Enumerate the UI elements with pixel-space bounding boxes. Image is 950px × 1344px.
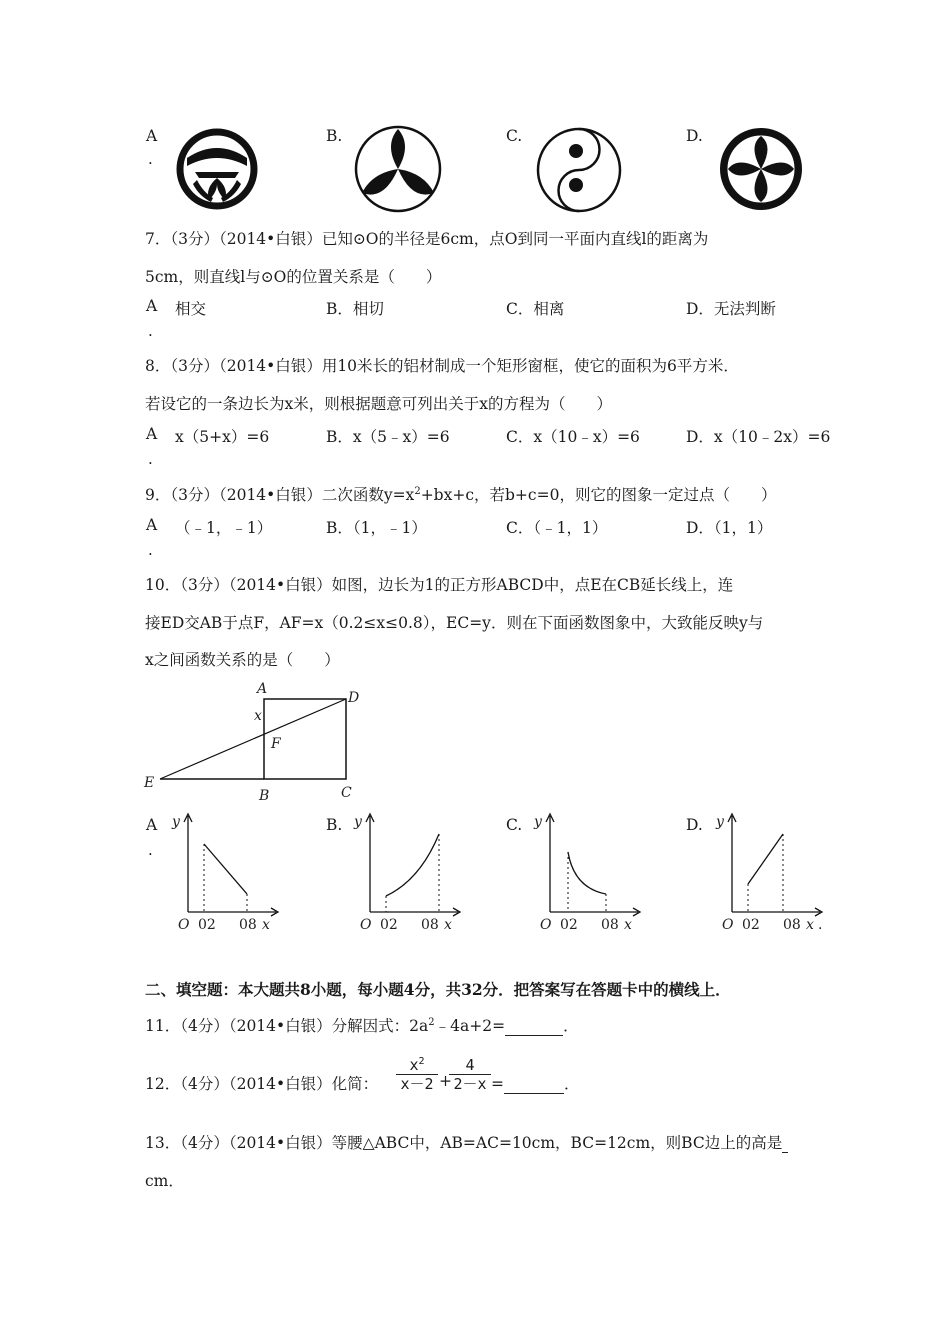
q9-option-a-dot: . [148, 541, 153, 559]
q10-square-figure [140, 676, 370, 806]
fig-label-d: D [348, 690, 360, 706]
svg-text:O: O [360, 917, 372, 933]
q12-answer-blank[interactable] [504, 1075, 564, 1094]
svg-text:y: y [172, 814, 180, 830]
svg-text:O: O [722, 917, 734, 933]
q6-option-b-label: B. [326, 127, 343, 145]
q11-answer-blank[interactable] [505, 1017, 563, 1036]
q13-answer-blank[interactable] [782, 1134, 788, 1153]
option-d-logo-image [718, 126, 804, 212]
q7-stem-line1: 7．（3分）（2014•白银）已知⊙O的半径是6cm，点O到同一平面内直线l的距离为 [145, 230, 709, 248]
q9-option-a-text: （﹣1，﹣1） [175, 519, 273, 537]
q9-stem: 9．（3分）（2014•白银）二次函数$y=x^2+bx+c$，若b+c=0，则它的图象一定过点（ ） [145, 485, 777, 504]
q7-option-a-dot: . [148, 322, 153, 340]
svg-text:02: 02 [380, 917, 398, 933]
option-b-logo-image [354, 125, 442, 213]
q8-option-d: D．x（10﹣2x）=6 [686, 428, 831, 446]
q10-graph-c [530, 808, 648, 936]
q10-option-d-label: D. [686, 816, 703, 834]
fig-label-x: x [254, 708, 262, 724]
q12-fraction-1: $x^2$ x－2 [396, 1056, 438, 1093]
svg-text:O: O [178, 917, 190, 933]
fig-label-b: B [259, 788, 270, 804]
q8-option-c: C．x（10﹣x）=6 [506, 428, 640, 446]
q9-option-b: B．（1，﹣1） [326, 519, 427, 537]
q7-option-b: B．相切 [326, 300, 384, 318]
option-a-logo-image [175, 128, 259, 210]
q12-fraction-2: 4 2－x [449, 1056, 491, 1093]
svg-text:x: x [806, 917, 814, 933]
q8-option-a-dot: . [148, 450, 153, 468]
q8-option-a-text: x（5+x）=6 [175, 428, 270, 446]
q10-option-c-label: C. [506, 816, 523, 834]
q10-graph-a [168, 808, 286, 936]
svg-text:x: x [624, 917, 632, 933]
svg-text:08: 08 [783, 917, 801, 933]
q7-option-a-label: A [146, 297, 158, 315]
q10-option-b-label: B. [326, 816, 343, 834]
q8-option-a-label: A [146, 425, 158, 443]
svg-text:08: 08 [421, 917, 439, 933]
q7-stem-line2: 5cm，则直线l与⊙O的位置关系是（ ） [145, 268, 442, 286]
q10-option-a-dot: . [148, 841, 153, 859]
svg-text:02: 02 [560, 917, 578, 933]
q12-prefix: 12．（4分）（2014•白银）化简： [145, 1075, 379, 1093]
q10-graph-d [712, 808, 830, 936]
fig-label-e: E [144, 775, 155, 791]
svg-text:08: 08 [239, 917, 257, 933]
q6-option-c-label: C. [506, 127, 523, 145]
q9-option-d: D．（1，1） [686, 519, 773, 537]
svg-text:y: y [534, 814, 542, 830]
q11-stem: 11．（4分）（2014•白银）分解因式：$2a^2﹣4a+2=$ ． [145, 1016, 579, 1035]
q10-stem-line3: x之间函数关系的是（ ） [145, 651, 340, 669]
q10-option-a-label: A [146, 816, 158, 834]
q7-option-a-text: 相交 [175, 300, 207, 318]
q10-graph-b [350, 808, 468, 936]
q8-stem-line1: 8．（3分）（2014•白银）用10米长的铝材制成一个矩形窗框，使它的面积为6平方米． [145, 357, 739, 375]
q7-option-c: C．相离 [506, 300, 565, 318]
fig-label-c: C [341, 785, 352, 801]
q10-stem-line1: 10．（3分）（2014•白银）如图，边长为1的正方形ABCD中，点E在CB延长线上，连 [145, 576, 734, 594]
q12-plus: + [439, 1072, 452, 1090]
q6-option-a-dot: . [148, 150, 153, 168]
q8-stem-line2: 若设它的一条边长为x米，则根据题意可列出关于x的方程为（ ） [145, 395, 612, 413]
section2-heading: 二、填空题：本大题共8小题，每小题4分，共32分．把答案写在答题卡中的横线上． [145, 980, 731, 999]
fig-label-f: F [271, 736, 281, 752]
svg-text:.: . [818, 917, 823, 933]
fig-label-a: A [257, 681, 268, 697]
q6-option-a-label: A [146, 127, 158, 145]
q9-option-a-label: A [146, 516, 158, 534]
q13-stem-line1: 13．（4分）（2014•白银）等腰△ABC中，AB=AC=10cm，BC=12cm，则BC边上的高是 [145, 1131, 788, 1153]
svg-text:y: y [716, 814, 724, 830]
svg-text:x: x [262, 917, 270, 933]
q13-stem-line2: cm． [145, 1172, 184, 1190]
svg-text:02: 02 [198, 917, 216, 933]
option-c-logo-image [536, 127, 622, 213]
q9-option-c: C．（﹣1，1） [506, 519, 608, 537]
svg-text:y: y [354, 814, 362, 830]
q6-option-d-label: D. [686, 127, 703, 145]
q10-stem-line2: 接ED交AB于点F，AF=x（0.2≤x≤0.8），EC=y．则在下面函数图象中，大致能反映y与 [145, 614, 764, 632]
svg-text:O: O [540, 917, 552, 933]
svg-text:02: 02 [742, 917, 760, 933]
q12-answer: = ． [491, 1075, 580, 1093]
q8-option-b: B．x（5﹣x）=6 [326, 428, 450, 446]
svg-text:x: x [444, 917, 452, 933]
svg-text:08: 08 [601, 917, 619, 933]
q7-option-d: D．无法判断 [686, 300, 776, 318]
